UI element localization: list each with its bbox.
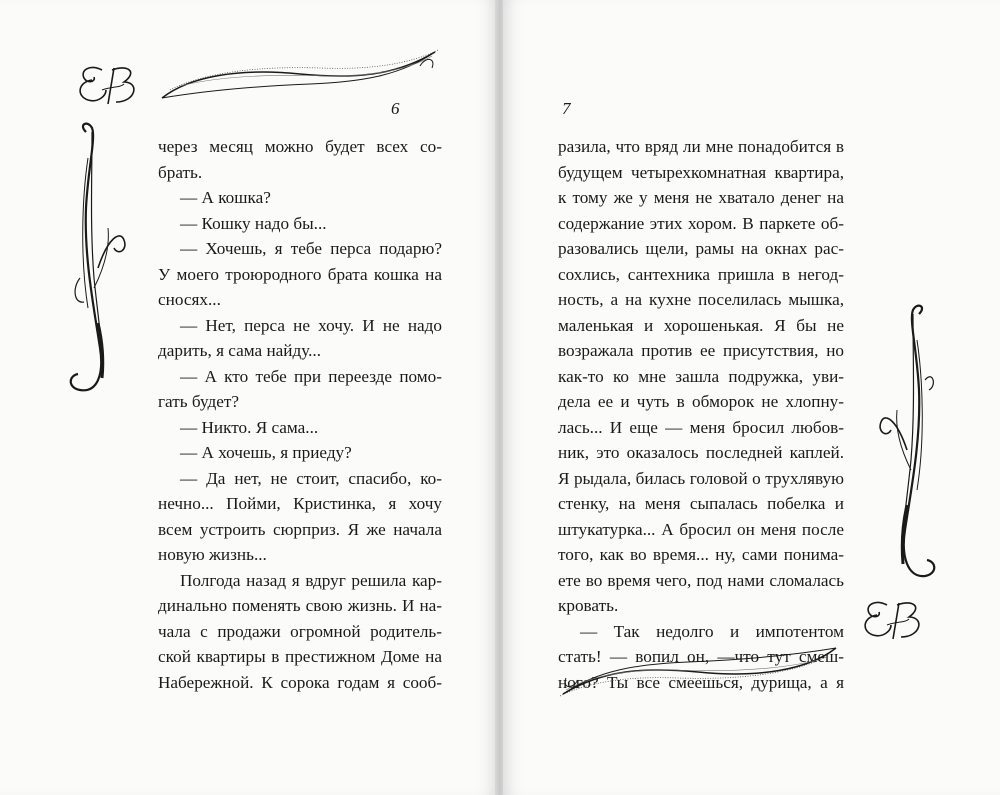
text-line: всем устроить сюрприз. Я же начала	[158, 519, 442, 539]
text-line: ность, а на кухне поселилась мышка,	[558, 290, 844, 309]
text-line: стенку, на меня сыпалась побелка и	[558, 494, 844, 513]
text-line: ник, это оказалось последней каплей.	[558, 443, 844, 462]
text-line: сносях...	[158, 290, 221, 309]
flourish-vertical-right	[867, 300, 947, 590]
text-line: динально поменять свою жизнь. И на-	[158, 596, 442, 615]
text-line: — А кто тебе при переезде помо-	[180, 366, 442, 386]
text-line: ного? Ты все смеешься, дурища, а я	[558, 672, 844, 692]
text-line: новую жизнь...	[158, 545, 267, 564]
text-line: через месяц можно будет всех со-	[158, 137, 442, 156]
text-line: У моего троюродного брата кошка на	[158, 264, 442, 284]
text-line: кровать.	[558, 596, 619, 615]
page-number-left: 6	[391, 99, 400, 118]
text-line: лась... И еще — меня бросил любов-	[558, 417, 844, 437]
text-line: сохлись, сантехника пришла в негод-	[558, 264, 844, 284]
text-line: нечно... Пойми, Кристинка, я хочу	[158, 494, 442, 513]
text-line: — Нет, перса не хочу. И не надо	[180, 315, 442, 335]
text-line: — Никто. Я сама...	[180, 417, 319, 437]
text-line: разила, что вряд ли мне понадобится в	[558, 137, 844, 156]
text-line: Я рыдала, билась головой о трухлявую	[558, 468, 844, 488]
text-line: дарить, я сама найду...	[158, 341, 321, 360]
text-line: Набережной. К сорока годам я сооб-	[158, 672, 442, 692]
text-line: — Хочешь, я тебе перса подарю?	[180, 239, 442, 258]
monogram-bottom-right	[857, 595, 929, 645]
monogram-top-left	[72, 60, 144, 110]
text-line: дела ее и чуть в обморок не хлопну-	[558, 392, 844, 411]
right-page-text	[558, 134, 844, 695]
page-number-right: 7	[562, 99, 571, 118]
text-line: штукатурка... А бросил он меня после	[558, 519, 844, 539]
text-line: возражала против ее присутствия, но	[558, 341, 844, 360]
text-line: брать.	[158, 162, 203, 182]
text-line: содержание этих хором. В паркете об-	[558, 213, 844, 233]
text-line: стать! — вопил он, —что тут смеш-	[558, 647, 844, 666]
flourish-vertical-left	[58, 118, 138, 403]
text-line: ской квартиры в престижном Доме на	[158, 647, 442, 666]
text-line: как-то ко мне зашла подружка, уви-	[558, 366, 844, 386]
text-line: Полгода назад я вдруг решила кар-	[180, 570, 442, 590]
left-page	[0, 0, 497, 795]
right-page	[503, 0, 1000, 795]
text-line: маленькая и хорошенькая. Я бы не	[558, 315, 844, 335]
text-line: — Кошку надо бы...	[180, 213, 327, 233]
flourish-bottom-right	[553, 640, 848, 700]
text-line: гать будет?	[158, 392, 239, 411]
flourish-top-left	[150, 46, 445, 106]
text-line: ете во время чего, под нами сломалась	[558, 570, 844, 590]
text-line: к тому же у меня не хватало денег на	[558, 188, 844, 207]
text-line: — А хочешь, я приеду?	[180, 443, 352, 462]
text-line: чала с продажи огромной родитель-	[158, 621, 442, 641]
text-line: — А кошка?	[180, 188, 271, 207]
text-line: — Да нет, не стоит, спасибо, ко-	[180, 468, 442, 488]
text-line: — Так недолго и импотентом	[580, 621, 844, 641]
text-line: разовались щели, рамы на окнах рас-	[558, 239, 844, 258]
left-page-text	[158, 134, 442, 695]
text-line: будущем четырехкомнатная квартира,	[558, 162, 844, 182]
text-line: того, как во время... ну, сами понима-	[558, 545, 844, 564]
